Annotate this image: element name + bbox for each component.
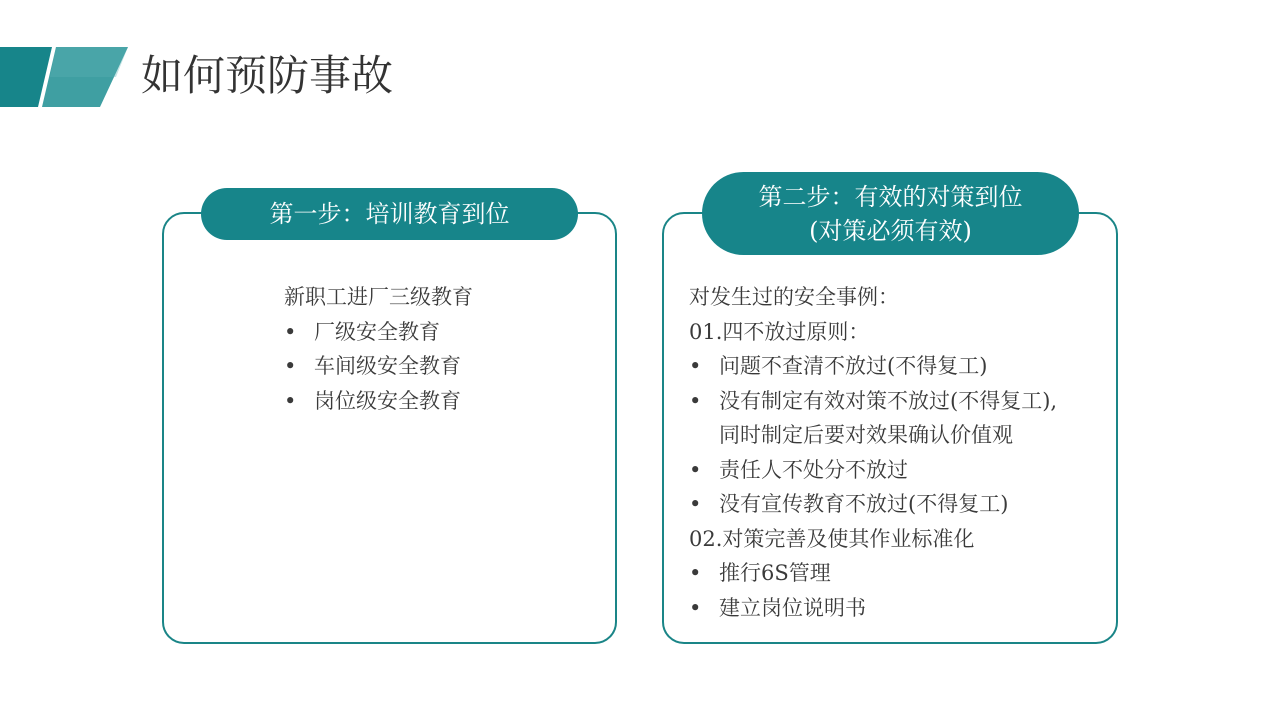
list-item-text: 车间级安全教育 (314, 354, 461, 378)
bullet-icon: • (689, 388, 702, 413)
page-title: 如何预防事故 (141, 51, 394, 100)
list-item (284, 315, 494, 350)
list-item (689, 556, 1109, 591)
step1-card (162, 212, 617, 644)
list-item (689, 349, 1109, 384)
list-item (689, 487, 1109, 522)
section1-title: 01.四不放过原则： (689, 319, 870, 344)
section2-list (689, 556, 1109, 625)
bullet-icon: • (689, 595, 702, 620)
bullet-icon: • (284, 354, 297, 378)
list-item (689, 453, 1109, 488)
list-item-text: 建立岗位说明书 (719, 595, 866, 620)
list-item-text: 岗位级安全教育 (314, 388, 461, 413)
bullet-icon: • (689, 354, 702, 378)
bullet-icon: • (284, 319, 297, 344)
list-item-text: 推行6S管理 (719, 561, 831, 585)
list-item-text: 厂级安全教育 (314, 319, 440, 344)
step1-content (284, 280, 494, 418)
bullet-icon: • (689, 457, 702, 482)
list-item (689, 591, 1109, 626)
list-item (689, 384, 1109, 453)
section2-title: 02.对策完善及使其作业标准化 (689, 526, 975, 551)
bullet-icon: • (689, 492, 702, 516)
step1-label: 第一步：培训教育到位 (269, 200, 510, 228)
step2-label-line1: 第二步：有效的对策到位 (758, 182, 1023, 211)
list-item-text: 没有制定有效对策不放过(不得复工), (719, 388, 1058, 413)
list-item-text: 责任人不处分不放过 (719, 457, 908, 482)
step2-label-pill (702, 172, 1079, 255)
step2-heading: 对发生过的安全事例： (689, 285, 899, 309)
step1-heading: 新职工进厂三级教育 (284, 285, 473, 309)
step1-label-pill (201, 188, 578, 240)
title-accent-bar (0, 47, 128, 107)
section1-list (689, 349, 1109, 522)
bullet-icon: • (284, 388, 297, 413)
step2-label-line2: (对策必须有效) (809, 216, 972, 245)
list-item-text: 问题不查清不放过(不得复工) (719, 354, 988, 378)
list-item (284, 384, 494, 419)
step2-content (689, 280, 1109, 625)
step1-list (284, 315, 494, 419)
list-item-continuation: 同时制定后要对效果确认价值观 (719, 423, 1013, 447)
list-item-text: 没有宣传教育不放过(不得复工) (719, 492, 1009, 516)
bullet-icon: • (689, 561, 702, 585)
list-item (284, 349, 494, 384)
